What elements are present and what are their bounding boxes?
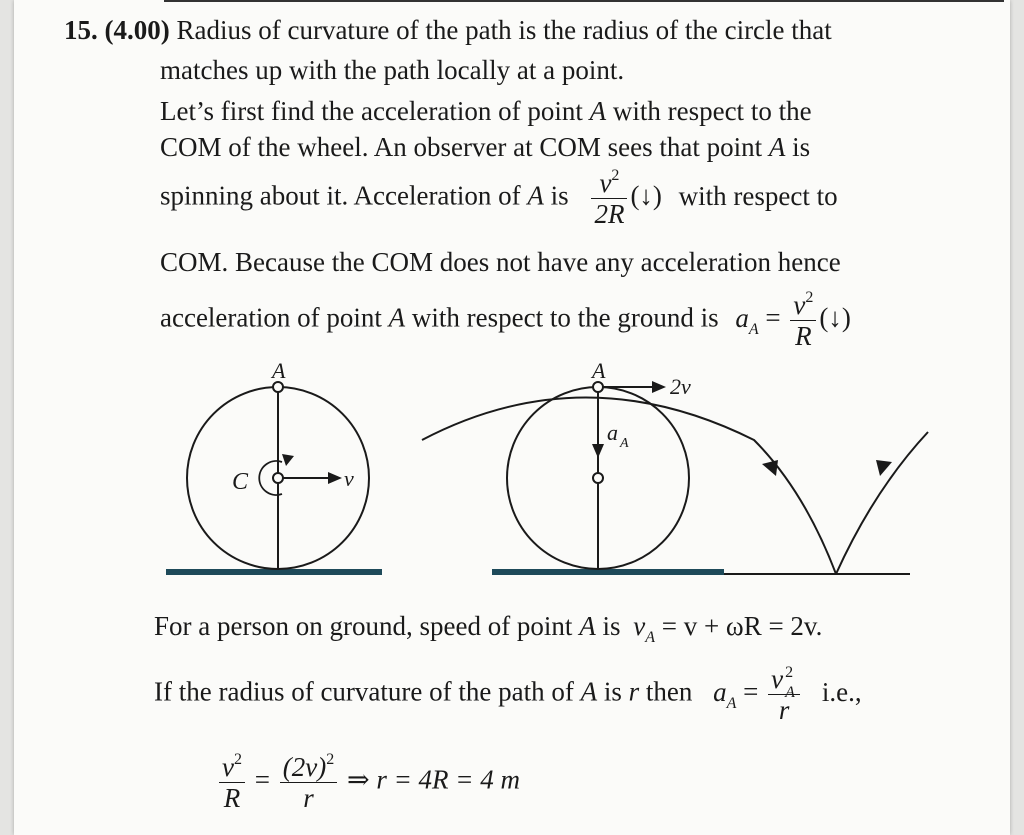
intro-line-1: Radius of curvature of the path is the radius of the circle that [176,15,832,45]
right-center [593,473,603,483]
p1-line-1: Let’s first find the acceleration of point A with respect to the [160,96,812,126]
result-expression: r = 4R = 4 m [376,764,521,795]
cycloid-path [422,398,836,575]
left-fraction: $\frac{v^2}{R}$ [219,752,245,813]
right-label-a: A [592,358,606,383]
p1-line-5: acceleration of point A with respect to the ground is $a_A$ = $\frac{v^2}{R}$ (↓) [160,289,851,351]
radius-fraction: v 2 A r [768,664,800,725]
left-label-a: A [272,358,286,383]
p1-line-4: COM. Because the COM does not have any acceleration hence [160,247,841,277]
accel-com-fraction: $\frac{v^2}{2R}$ [591,168,627,229]
p1-line-3: spinning about it. Acceleration of A is $\frac{v^2}{2R}$ (↓) with respect to [160,167,838,229]
final-equation: $\frac{v^2}{R}$ = $\frac{(2v)^2}{r}$ ⇒ r = 4R = 4 m [216,752,520,813]
path-arrow-icon [762,460,778,476]
accel-ground-fraction: $\frac{v^2}{R}$ [790,290,816,351]
path-arrow-icon-2 [876,460,892,476]
top-rule [164,0,1004,2]
p1-line-2: COM of the wheel. An observer at COM sees that point A is [160,132,811,162]
lower-line-1: For a person on ground, speed of point A is $v_A = v + \omega R = 2v$. [154,611,823,646]
right-fraction: $\frac{(2v)^2}{r}$ [280,752,337,813]
right-wheel-diagram [422,358,928,575]
right-label-a-accel: a [607,420,618,445]
right-ground [492,569,724,575]
right-label-2v: 2v [670,374,691,399]
left-label-c: C [232,469,249,495]
left-wheel-diagram [166,358,382,575]
lower-line-2: If the radius of curvature of the path of A is r then $a_A$ = v 2 A r i.e., [154,664,862,725]
left-point-a [273,382,283,392]
right-label-a-sub: A [620,436,629,451]
left-label-v: v [344,466,354,491]
intro-line-2: matches up with the path locally at a point. [160,55,625,85]
problem-marks: (4.00) [104,15,170,45]
textbook-page [14,0,1010,835]
right-point-a [593,382,603,392]
problem-header [64,14,832,46]
wheel-figure [14,350,1010,590]
problem-number: 15. [64,15,98,45]
left-center-c [273,473,283,483]
